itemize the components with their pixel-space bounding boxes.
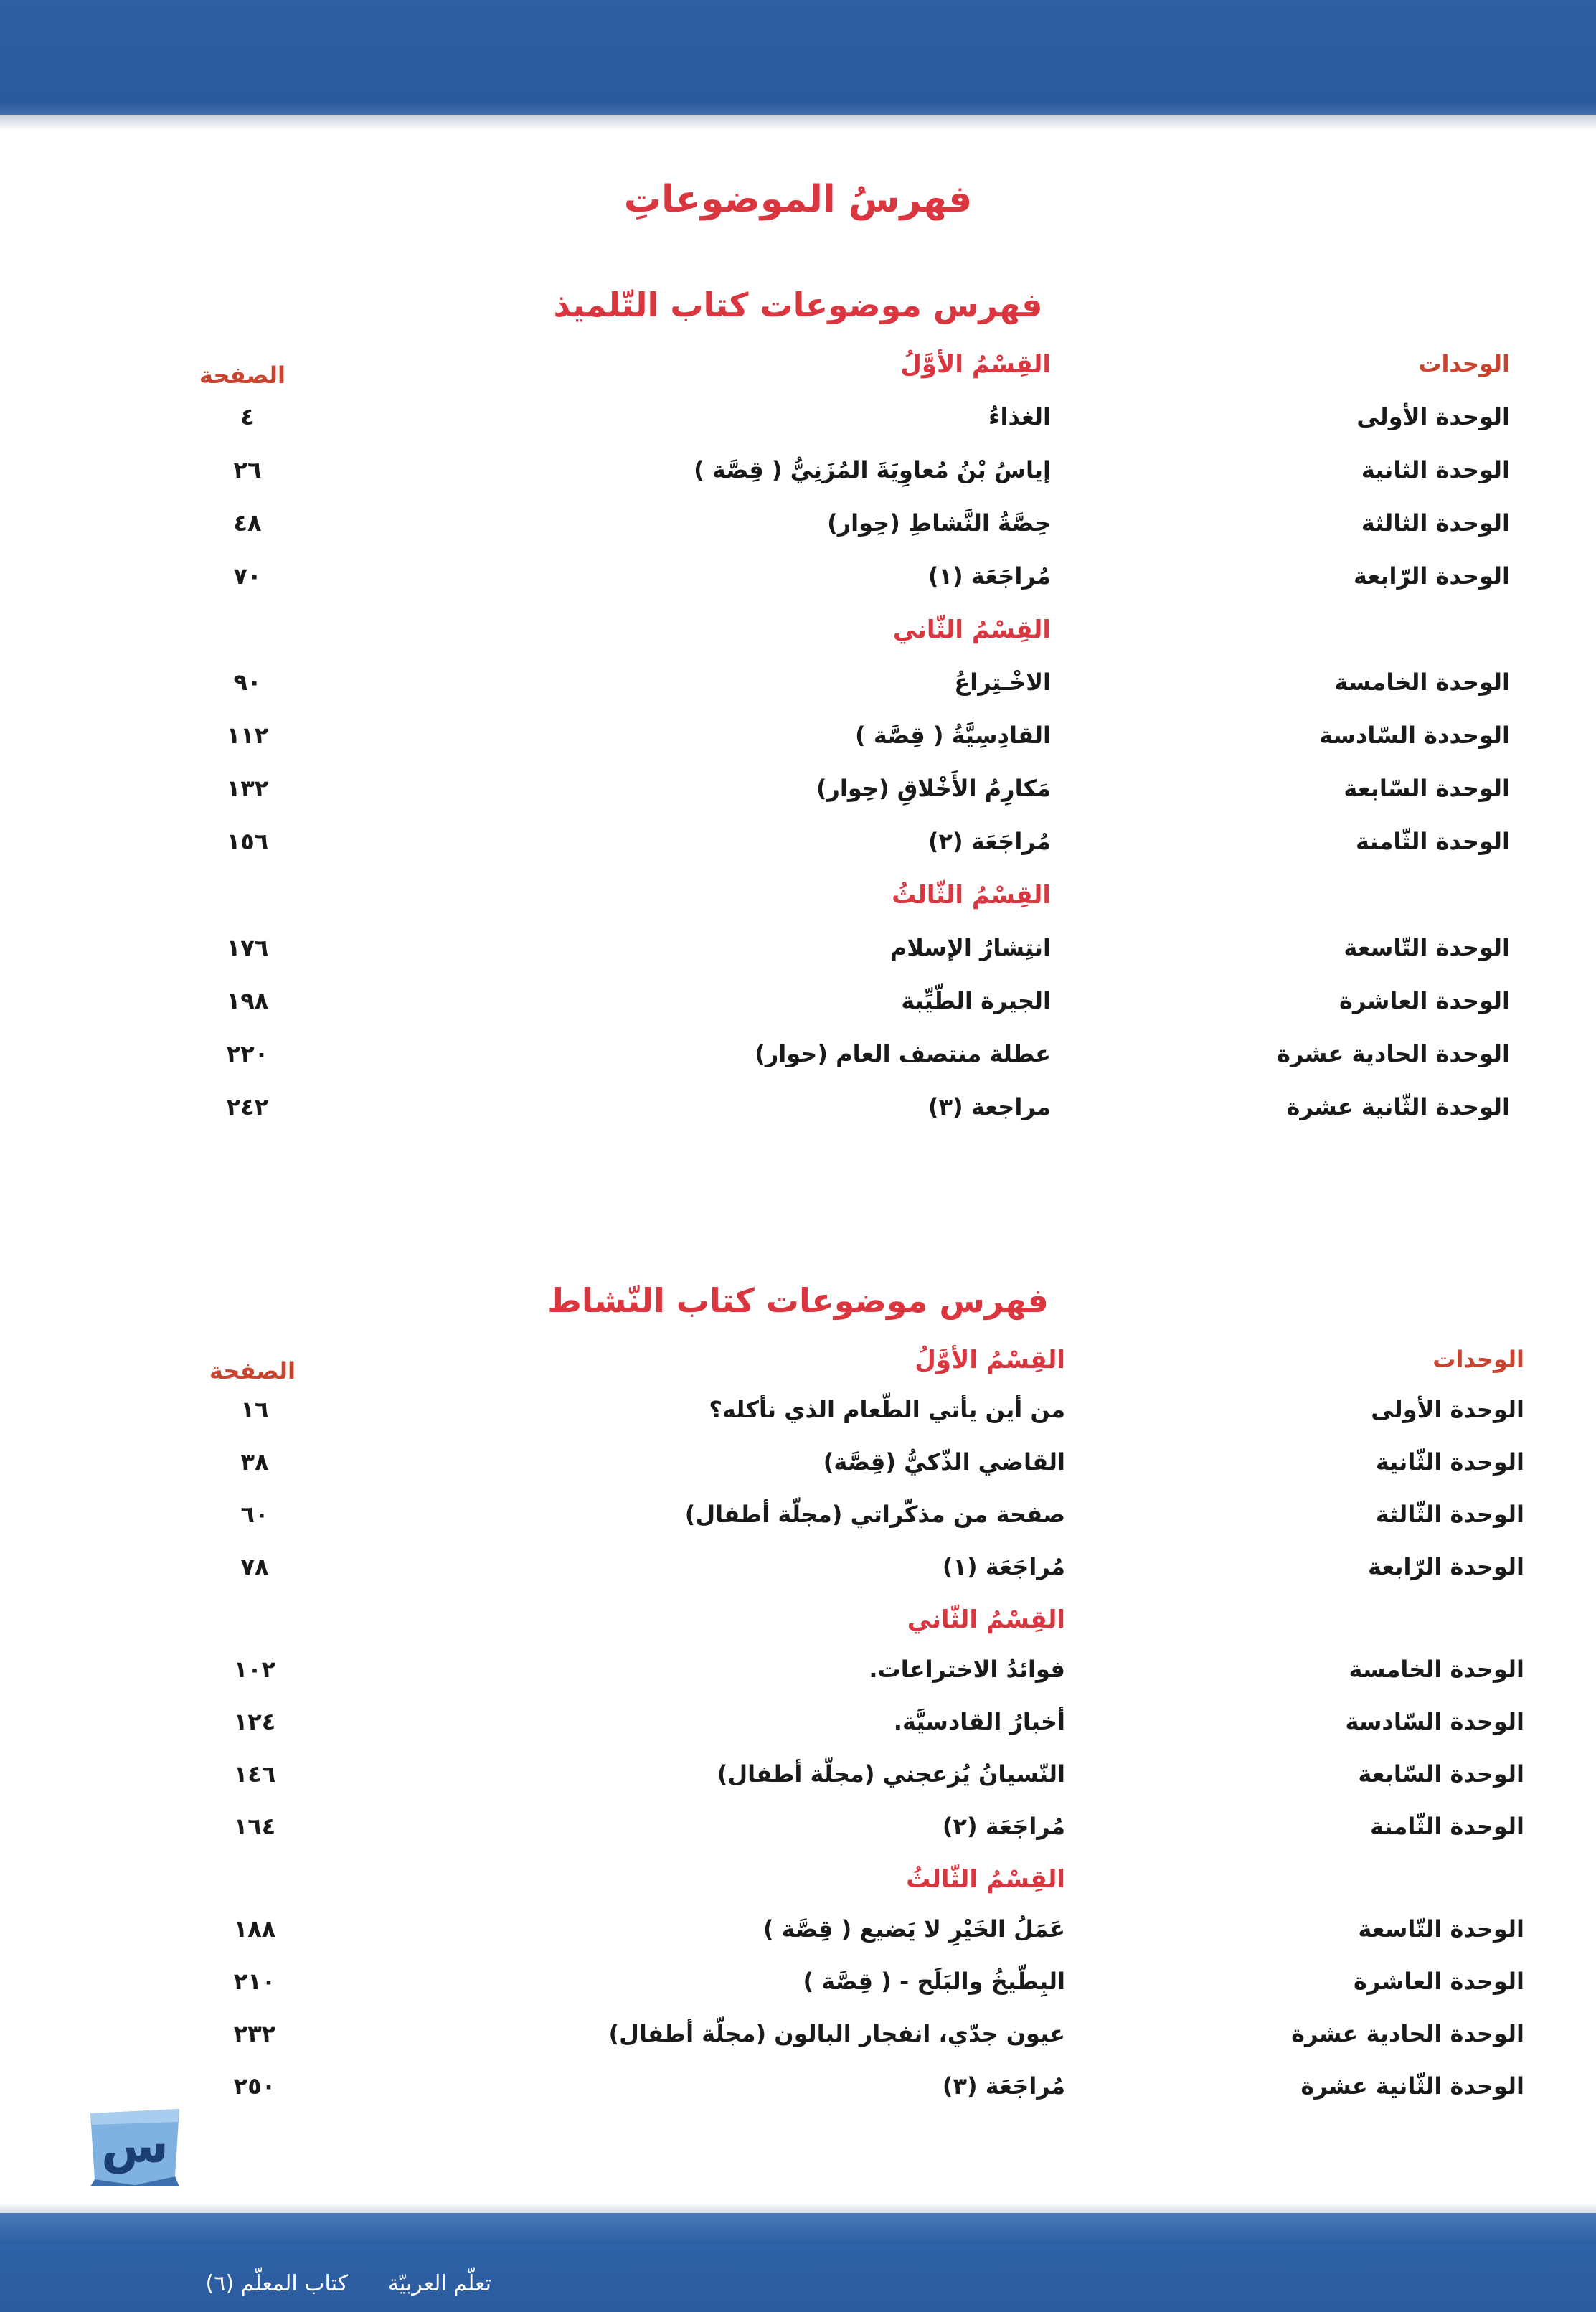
top-blue-band bbox=[0, 0, 1596, 121]
index-row bbox=[0, 403, 1596, 446]
page-number: ١٠٢ bbox=[233, 1656, 276, 1683]
unit-name: الوحدة الرّابعة bbox=[1368, 1553, 1524, 1580]
topic-title: مُراجَعَة (١) bbox=[927, 562, 1051, 590]
index-row bbox=[0, 1813, 1596, 1856]
unit-name: الوحدة السّادسة bbox=[1345, 1708, 1524, 1735]
index-row bbox=[0, 1915, 1596, 1958]
topic-title: البِطّيخُ والبَلَح - ( قِصَّة ) bbox=[803, 1968, 1065, 1995]
topic-title: عيون جدّي، انفجار البالون (مجلّة أطفال) bbox=[608, 2020, 1065, 2047]
unit-name: الوحدة الثالثة bbox=[1361, 509, 1510, 537]
topic-title: إياسُ بْنُ مُعاوِيَةَ المُزَنِيُّ ( قِصَّة ) bbox=[694, 456, 1051, 483]
units-column-header: الوحدات bbox=[1418, 350, 1510, 377]
page-column-header: الصفحة bbox=[209, 1357, 296, 1384]
unit-name: الوحدة الثّامنة bbox=[1356, 828, 1510, 855]
index-row bbox=[0, 562, 1596, 605]
page-number: ١٨٨ bbox=[233, 1915, 276, 1943]
index-row bbox=[0, 775, 1596, 818]
page-number: ١١٢ bbox=[226, 722, 269, 749]
topic-title: مُراجَعَة (٣) bbox=[942, 2072, 1065, 2100]
unit-name: الوحدة الرّابعة bbox=[1354, 562, 1510, 590]
page-number: ٢٦ bbox=[233, 456, 262, 483]
index-row bbox=[0, 1968, 1596, 2011]
topic-title: عطلة منتصف العام (حوار) bbox=[755, 1040, 1051, 1067]
topic-title: الغذاءُ bbox=[988, 403, 1051, 430]
unit-name: الوحدة الخامسة bbox=[1334, 669, 1510, 696]
topic-title: مُراجَعَة (١) bbox=[942, 1553, 1065, 1580]
topic-title: مُراجَعَة (٢) bbox=[942, 1813, 1065, 1840]
topic-title: مُراجَعَة (٢) bbox=[927, 828, 1051, 855]
page-number: ١٦٤ bbox=[233, 1813, 276, 1840]
index-row bbox=[0, 509, 1596, 552]
page-number: ٤٨ bbox=[233, 509, 262, 537]
unit-name: الوحدة الثّامنة bbox=[1370, 1813, 1524, 1840]
topic-title: صفحة من مذكّراتي (مجلّة أطفال) bbox=[684, 1501, 1065, 1528]
topic-title: فوائدُ الاختراعات. bbox=[869, 1656, 1065, 1683]
part-title: القِسْمُ الثّاني bbox=[892, 615, 1051, 644]
unit-name: الوحدة العاشرة bbox=[1354, 1968, 1524, 1995]
footer-series: تعلّم العربيّة bbox=[387, 2271, 491, 2296]
topic-title: أخبارُ القادسيَّة. bbox=[893, 1708, 1065, 1735]
index-row bbox=[0, 828, 1596, 871]
page-column-header: الصفحة bbox=[199, 362, 286, 389]
index-row bbox=[0, 2072, 1596, 2115]
page-number: ١٣٢ bbox=[226, 775, 269, 802]
top-band-shadow bbox=[0, 115, 1596, 131]
topic-title: الاخْـتِراعُ bbox=[954, 669, 1051, 696]
index-row bbox=[0, 934, 1596, 977]
unit-name: الوحدة الثّانية عشرة bbox=[1286, 1093, 1510, 1120]
unit-name: الوحدة التّاسعة bbox=[1344, 934, 1510, 961]
topic-title: عَمَلُ الخَيْرِ لا يَضيع ( قِصَّة ) bbox=[762, 1915, 1065, 1943]
topic-title: حِصَّةُ النَّشاطِ (حِوار) bbox=[827, 509, 1051, 537]
unit-name: الوحدة الثانية bbox=[1361, 456, 1510, 483]
page-number: ٢٥٠ bbox=[233, 2072, 276, 2100]
index-row bbox=[0, 1656, 1596, 1699]
unit-name: الوحدة الأولى bbox=[1356, 403, 1510, 430]
index-row bbox=[0, 987, 1596, 1030]
topic-title: القادِسِيَّةُ ( قِصَّة ) bbox=[855, 722, 1051, 749]
page-number: ٢٣٢ bbox=[233, 2020, 276, 2047]
page-number: ٢٤٢ bbox=[226, 1093, 269, 1120]
page-number: ٤ bbox=[240, 403, 255, 430]
page-number: ١٩٨ bbox=[226, 987, 269, 1014]
unit-name: الوحدة الثّانية عشرة bbox=[1300, 2072, 1524, 2100]
topic-title: النّسيانُ يُزعجني (مجلّة أطفال) bbox=[717, 1760, 1065, 1788]
topic-title: من أين يأتي الطّعام الذي نأكله؟ bbox=[709, 1396, 1065, 1423]
index-row bbox=[0, 1093, 1596, 1136]
units-column-header: الوحدات bbox=[1432, 1346, 1524, 1373]
index-row bbox=[0, 1040, 1596, 1083]
part-title: القِسْمُ الثّالثُ bbox=[892, 881, 1051, 910]
topic-title: مراجعة (٣) bbox=[927, 1093, 1051, 1120]
student-book-title: فهرس موضوعات كتاب التّلميذ bbox=[553, 286, 1043, 324]
page-number: ١٥٦ bbox=[226, 828, 269, 855]
page-number: ٧٠ bbox=[233, 562, 262, 590]
unit-name: الوحدة التّاسعة bbox=[1358, 1915, 1524, 1943]
topic-title: انتِشارُ الإسلام bbox=[889, 934, 1051, 961]
unit-name: الوحددة السّادسة bbox=[1319, 722, 1510, 749]
page-number: ١٢٤ bbox=[233, 1708, 276, 1735]
page-number: ١٤٦ bbox=[233, 1760, 276, 1788]
unit-name: الوحدة السّابعة bbox=[1358, 1760, 1524, 1788]
part-title: القِسْمُ الثّالثُ bbox=[906, 1865, 1065, 1894]
bottom-blue-band bbox=[0, 2213, 1596, 2312]
page-number: ٩٠ bbox=[233, 669, 262, 696]
part-title: القِسْمُ الثّاني bbox=[907, 1605, 1065, 1634]
unit-name: الوحدة الثّانية bbox=[1375, 1448, 1524, 1476]
page-number: ٢٢٠ bbox=[226, 1040, 269, 1067]
index-row bbox=[0, 2020, 1596, 2063]
unit-name: الوحدة الحادية عشرة bbox=[1291, 2020, 1524, 2047]
unit-name: الوحدة الثّالثة bbox=[1375, 1501, 1524, 1528]
index-row bbox=[0, 456, 1596, 499]
page-number: ٧٨ bbox=[240, 1553, 269, 1580]
page-number: ٦٠ bbox=[240, 1501, 269, 1528]
index-row bbox=[0, 1448, 1596, 1491]
page-title: فهرسُ الموضوعاتِ bbox=[623, 178, 973, 221]
topic-title: مَكارِمُ الأَخْلاقِ (حِوار) bbox=[816, 775, 1051, 802]
unit-name: الوحدة الحادية عشرة bbox=[1277, 1040, 1510, 1067]
page-number: ١٦ bbox=[240, 1396, 269, 1423]
part-title: القِسْمُ الأوَّلُ bbox=[915, 1346, 1065, 1374]
topic-title: الجيرة الطّيِّبة bbox=[901, 987, 1051, 1014]
page-number: ٢١٠ bbox=[233, 1968, 276, 1995]
index-row bbox=[0, 722, 1596, 765]
activity-book-title: فهرس موضوعات كتاب النّشاط bbox=[547, 1281, 1049, 1320]
part-title: القِسْمُ الأوَّلُ bbox=[900, 350, 1051, 379]
unit-name: الوحدة العاشرة bbox=[1339, 987, 1510, 1014]
unit-name: الوحدة السّابعة bbox=[1344, 775, 1510, 802]
topic-title: القاضي الذّكيُّ (قِصَّة) bbox=[823, 1448, 1065, 1476]
page-number: ١٧٦ bbox=[226, 934, 269, 961]
index-row bbox=[0, 1553, 1596, 1596]
index-row bbox=[0, 669, 1596, 712]
page-number: ٣٨ bbox=[240, 1448, 269, 1476]
unit-name: الوحدة الخامسة bbox=[1349, 1656, 1524, 1683]
index-row bbox=[0, 1396, 1596, 1439]
index-row bbox=[0, 1501, 1596, 1544]
footer-book: كتاب المعلّم (٦) bbox=[205, 2271, 348, 2296]
index-row bbox=[0, 1760, 1596, 1803]
page-letter: س bbox=[101, 2118, 169, 2174]
unit-name: الوحدة الأولى bbox=[1371, 1396, 1524, 1423]
index-row bbox=[0, 1708, 1596, 1751]
